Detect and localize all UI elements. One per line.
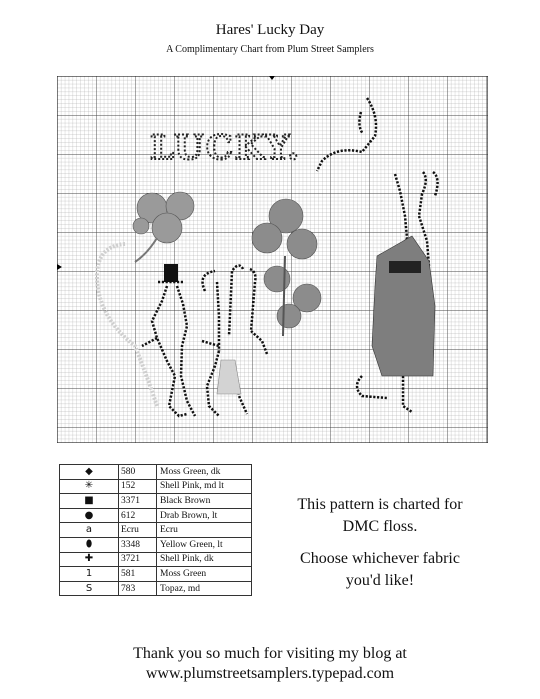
right-hare-dress-motif [372, 236, 435, 376]
floss-name: Ecru [157, 523, 252, 538]
table-row [60, 465, 252, 480]
floss-key-table [59, 464, 252, 596]
page-subtitle: A Complimentary Chart from Plum Street Samplers [166, 44, 374, 55]
table-row [60, 523, 252, 538]
floss-number: Ecru [119, 523, 157, 538]
pattern-note-line: DMC floss. [342, 518, 418, 535]
floss-number: 3721 [119, 552, 157, 567]
floss-name: Moss Green, dk [157, 465, 252, 480]
stitch-symbol-icon: ◆ [60, 465, 119, 480]
footer-thanks: Thank you so much for visiting my blog at [133, 645, 407, 662]
table-row [60, 567, 252, 582]
pattern-note-line: you'd like! [345, 572, 415, 589]
chart-word: LUCKY. [150, 128, 302, 168]
floss-name: Black Brown [157, 494, 252, 509]
page-title: Hares' Lucky Day [215, 22, 325, 38]
floss-number: 3348 [119, 537, 157, 552]
cross-stitch-chart [57, 76, 488, 443]
table-row [60, 581, 252, 596]
floss-number: 612 [119, 508, 157, 523]
right-hare-collar-motif [389, 261, 421, 273]
stitch-symbol-icon: S [60, 581, 119, 596]
table-row [60, 537, 252, 552]
stitch-symbol-icon: ✳ [60, 479, 119, 494]
table-row [60, 494, 252, 509]
floss-name: Shell Pink, md lt [157, 479, 252, 494]
floss-number: 581 [119, 567, 157, 582]
floss-number: 152 [119, 479, 157, 494]
footer-blog-url: www.plumstreetsamplers.typepad.com [145, 665, 395, 682]
floss-name: Shell Pink, dk [157, 552, 252, 567]
floss-name: Yellow Green, lt [157, 537, 252, 552]
stitch-symbol-icon: ⬮ [60, 537, 119, 552]
pattern-note-line: Choose whichever fabric [300, 550, 460, 567]
floss-number: 580 [119, 465, 157, 480]
floss-number: 3371 [119, 494, 157, 509]
floss-name: Drab Brown, lt [157, 508, 252, 523]
table-row [60, 552, 252, 567]
table-row [60, 479, 252, 494]
floss-number: 783 [119, 581, 157, 596]
floss-name: Topaz, md [157, 581, 252, 596]
stitch-symbol-icon: 1 [60, 567, 119, 582]
pattern-note-line: This pattern is charted for [297, 496, 463, 513]
stitch-symbol-icon: ● [60, 508, 119, 523]
stitch-symbol-icon: ✚ [60, 552, 119, 567]
floss-name: Moss Green [157, 567, 252, 582]
table-row [60, 508, 252, 523]
stitch-symbol-icon: a [60, 523, 119, 538]
stitch-symbol-icon: ■ [60, 494, 119, 509]
